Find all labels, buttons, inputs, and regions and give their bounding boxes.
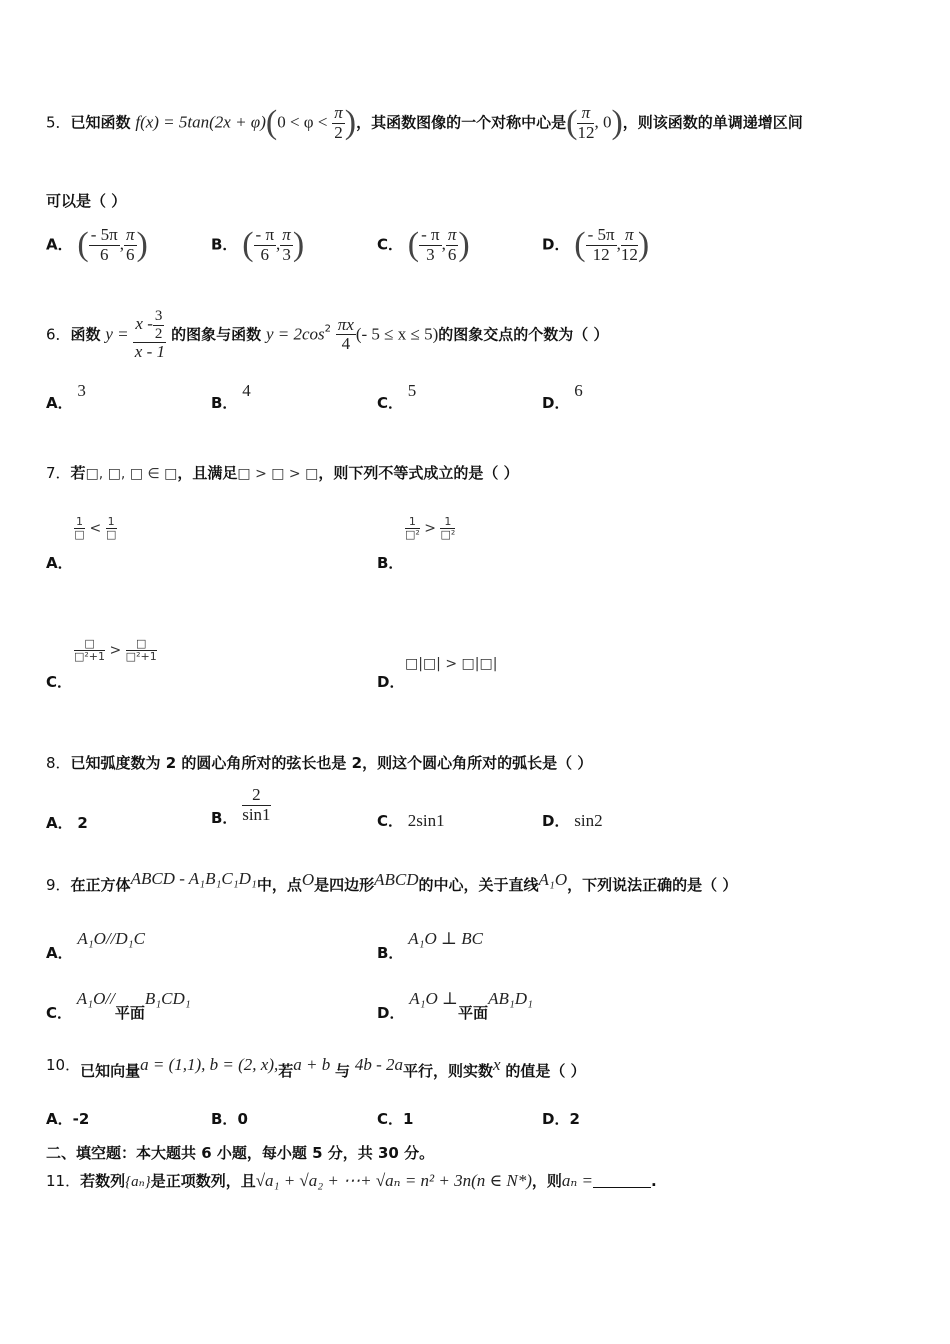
q5-text-2: ，其函数图像的一个对称中心是 xyxy=(356,113,567,132)
q8-option-a: A． 2 xyxy=(46,814,88,832)
q6-option-c: C． 5 xyxy=(377,381,417,412)
q6-range: (- 5 ≤ x ≤ 5) xyxy=(355,324,439,344)
q10-option-b: B．0 xyxy=(211,1110,248,1128)
question-7: 7．若□, □, □ ∈ □，且满足□ > □ > □，则下列不等式成立的是（ ） xyxy=(46,464,519,482)
q6-option-a: A． 3 xyxy=(46,381,86,412)
q10-option-c: C．1 xyxy=(377,1110,414,1128)
question-9: 9．在正方体ABCD - A₁B₁C₁D₁中，点O是四边形ABCD的中心，关于直线A₁O，下列说法正确的是（ ） xyxy=(46,869,738,894)
q6-rational-fn: x - $\frac{3}{2}$ x - 1 xyxy=(134,308,165,361)
q5-function: f(x) = 5tan(2x + φ) xyxy=(135,112,266,132)
q5-option-c: C． ( $\frac{- \pi}{3}$ , $\frac{\pi}{6}$ ) xyxy=(377,225,470,264)
q6-option-d: D． 6 xyxy=(542,381,583,412)
q7-vars: □, □, □ ∈ □ xyxy=(85,466,178,482)
q11-equation: √a₁ + √a₂ + ⋯+ √aₙ = n² + 3n(n ∈ N*) xyxy=(255,1171,532,1190)
q5-pi-over-12: $\frac{\pi}{12}$ xyxy=(577,103,595,142)
q5-text-3: ，则该函数的单调递增区间 xyxy=(622,113,803,132)
question-5: 5．已知函数 f(x) = 5tan(2x + φ)(0 < φ < $\frac{\pi}{2}$ )，其函数图像的一个对称中心是( $\frac{\pi}{12}$ , 0)，则该函数的单调递增区间 xyxy=(46,103,803,142)
q9-option-a: A． A₁O//D₁C xyxy=(46,929,145,962)
q10-option-d: D．2 xyxy=(542,1110,580,1128)
q7-cond: □ > □ > □ xyxy=(237,466,319,482)
q6-y-eq: y = xyxy=(105,324,129,344)
q11-answer-blank[interactable] xyxy=(593,1173,651,1188)
q9-option-b: B． A₁O ⊥ BC xyxy=(377,929,484,962)
q5-pi-over-2: $\frac{\pi}{2}$ xyxy=(334,103,343,142)
q8-option-d: D． sin2 xyxy=(542,811,603,830)
q6-option-b: B． 4 xyxy=(211,381,251,412)
q5-text-1: 已知函数 xyxy=(70,113,131,132)
q10-option-a: A．-2 xyxy=(46,1110,90,1128)
q9-option-c: C． A₁O//平面B₁CD₁ xyxy=(46,989,191,1022)
q5-condition: 0 < φ < xyxy=(277,112,328,132)
q5-option-a: A． ( $\frac{- 5\pi}{6}$ , $\frac{\pi}{6}$ ) xyxy=(46,225,148,264)
question-8: 8．已知弧度数为 2 的圆心角所对的弦长也是 2，则这个圆心角所对的弧长是（ ） xyxy=(46,754,593,772)
question-6: 6．函数 y = x - $\frac{3}{2}$ x - 1 的图象与函数 $y = 2\cos^2$ $\frac{\pi x}{4}$ (- 5 ≤ x ≤ 5)的图象交点的个数为（ ） xyxy=(46,308,609,361)
q5-option-b: B． ( $\frac{- \pi}{6}$ , $\frac{\pi}{3}$ ) xyxy=(211,225,305,264)
q8-option-b: B． $\frac{2}{\sin 1}$ xyxy=(211,785,271,827)
q6-cos-fn: y = 2cos xyxy=(265,324,325,344)
q8-option-c: C． 2sin1 xyxy=(377,811,445,830)
q9-option-d: D． A₁O ⊥平面AB₁D₁ xyxy=(377,989,533,1022)
q5-text-4: 可以是（ ） xyxy=(46,192,127,210)
q5-option-d: D． ( $\frac{- 5\pi}{12}$ , $\frac{\pi}{12}$ ) xyxy=(542,225,650,264)
question-10: 10．已知向量a = (1,1), b = (2, x),若a + b 与 4b - 2a平行，则实数x 的值是（ ） xyxy=(46,1055,586,1080)
question-11: 11．若数列{aₙ}是正项数列，且√a₁ + √a₂ + ⋯+ √aₙ = n² + 3n(n ∈ N*)，则aₙ = . xyxy=(46,1171,657,1190)
section-heading: 二、填空题：本大题共 6 小题，每小题 5 分，共 30 分。 xyxy=(46,1144,435,1162)
